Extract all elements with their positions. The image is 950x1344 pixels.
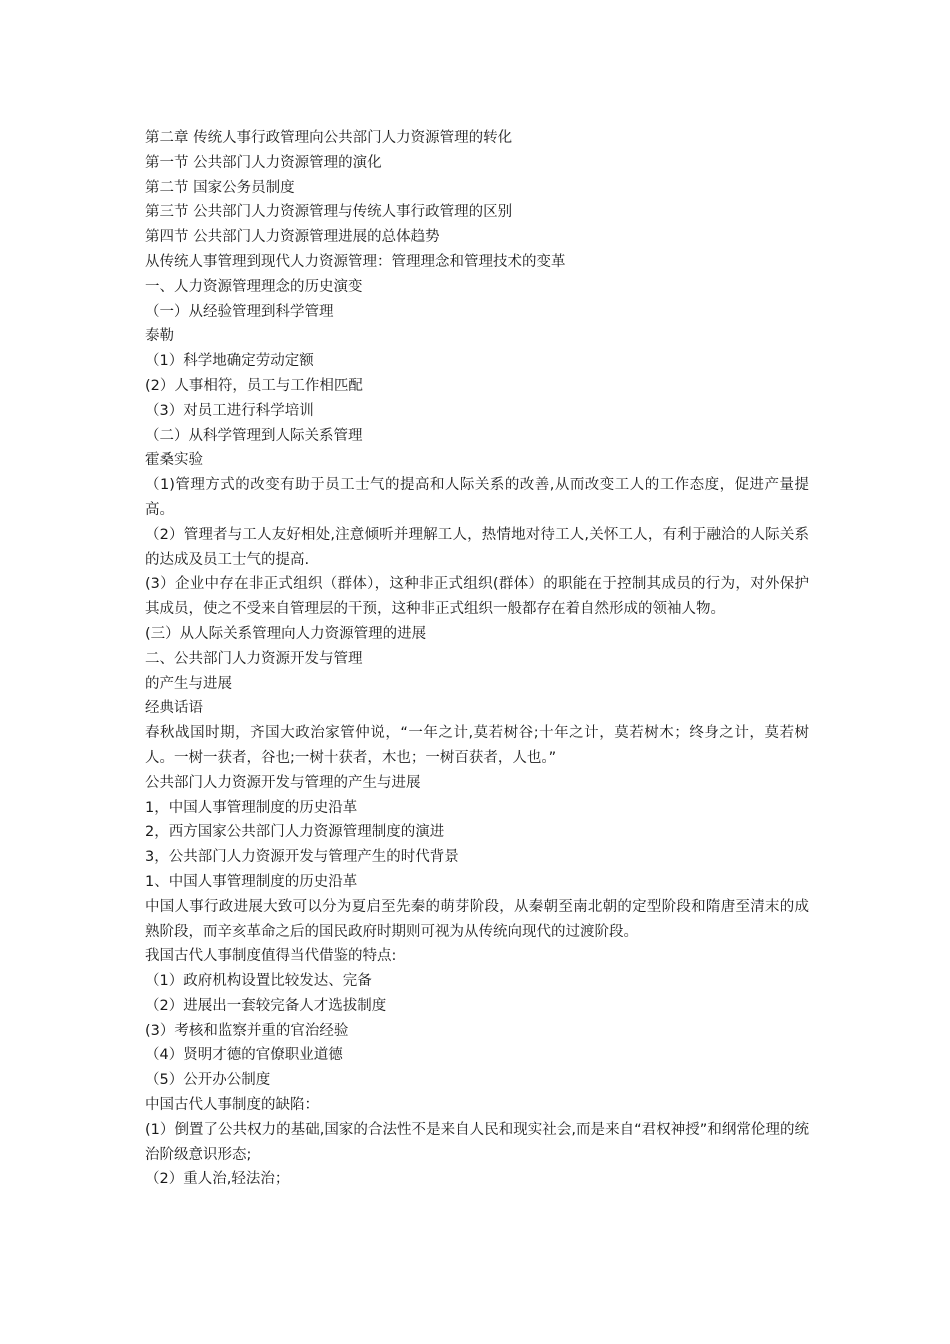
text-line: 霍桑实验 bbox=[145, 452, 203, 469]
heading-part-1: 一、人力资源管理理念的历史演变 bbox=[145, 278, 363, 295]
section-1-title: 第一节 公共部门人力资源管理的演化 bbox=[145, 154, 382, 171]
list-item: (3）考核和监察并重的官治经验 bbox=[145, 1022, 349, 1039]
paragraph: 中国人事行政进展大致可以分为夏启至先秦的萌芽阶段，从秦朝至南北朝的定型阶段和隋唐至清末的成熟阶段，而辛亥革命之后的国民政府时期则可视为从传统向现代的过渡阶段。 bbox=[145, 898, 809, 940]
section-3-title: 第三节 公共部门人力资源管理与传统人事行政管理的区别 bbox=[145, 204, 513, 221]
list-item: （2）进展出一套较完备人才选拔制度 bbox=[145, 997, 387, 1014]
text-line: 泰勒 bbox=[145, 328, 174, 345]
list-item: 3，公共部门人力资源开发与管理产生的时代背景 bbox=[145, 849, 459, 866]
list-item: （4）贤明才德的官僚职业道德 bbox=[145, 1047, 343, 1064]
text-line: 我国古代人事制度值得当代借鉴的特点: bbox=[145, 948, 397, 965]
list-item: （3）对员工进行科学培训 bbox=[145, 402, 314, 419]
list-item: 2，西方国家公共部门人力资源管理制度的演进 bbox=[145, 824, 445, 841]
list-item: 1，中国人事管理制度的历史沿革 bbox=[145, 799, 358, 816]
text-line: 的产生与进展 bbox=[145, 675, 232, 692]
paragraph: (3）企业中存在非正式组织（群体），这种非正式组织(群体）的职能在于控制其成员的行为，对外保护其成员，使之不受来自管理层的干预，这种非正式组织一般都存在着自然形成的领袖人物。 bbox=[145, 576, 809, 618]
list-item: (2）人事相符，员工与工作相匹配 bbox=[145, 377, 363, 394]
subheading-2: （二）从科学管理到人际关系管理 bbox=[145, 427, 363, 444]
paragraph: (1）倒置了公共权力的基础,国家的合法性不是来自人民和现实社会,而是来自“君权神授”和纲常伦理的统治阶级意识形态; bbox=[145, 1121, 809, 1163]
list-item: （5）公开办公制度 bbox=[145, 1072, 271, 1089]
section-2-title: 第二节 国家公务员制度 bbox=[145, 179, 295, 196]
paragraph: （1)管理方式的改变有助于员工士气的提高和人际关系的改善,从而改变工人的工作态度，促进产量提高。 bbox=[145, 477, 809, 518]
document-body bbox=[145, 126, 809, 1192]
list-item: （1）政府机构设置比较发达、完备 bbox=[145, 973, 372, 990]
text-line: 公共部门人力资源开发与管理的产生与进展 bbox=[145, 774, 421, 791]
subheading: 1、中国人事管理制度的历史沿革 bbox=[145, 873, 358, 890]
chapter-title: 第二章 传统人事行政管理向公共部门人力资源管理的转化 bbox=[145, 130, 513, 146]
list-item: （1）科学地确定劳动定额 bbox=[145, 353, 314, 370]
text-line: 经典话语 bbox=[145, 700, 203, 717]
section-4-title: 第四节 公共部门人力资源管理进展的总体趋势 bbox=[145, 229, 440, 246]
heading-part-2: 二、公共部门人力资源开发与管理 bbox=[145, 650, 363, 667]
text-line: 中国古代人事制度的缺陷： bbox=[145, 1097, 319, 1114]
subheading-3: (三）从人际关系管理向人力资源管理的进展 bbox=[145, 625, 427, 642]
list-item: （2）重人治,轻法治； bbox=[145, 1171, 290, 1188]
topic-heading: 从传统人事管理到现代人力资源管理：管理理念和管理技术的变革 bbox=[145, 253, 566, 270]
paragraph: （2）管理者与工人友好相处,注意倾听并理解工人，热情地对待工人,关怀工人，有利于融洽的人际关系的达成及员工士气的提高. bbox=[145, 526, 809, 568]
subheading-1: （一）从经验管理到科学管理 bbox=[145, 303, 334, 320]
paragraph: 春秋战国时期，齐国大政治家管仲说，“一年之计,莫若树谷;十年之计，莫若树木；终身之计，莫若树人。一树一获者，谷也;一树十获者，木也；一树百获者，人也。” bbox=[145, 725, 809, 766]
